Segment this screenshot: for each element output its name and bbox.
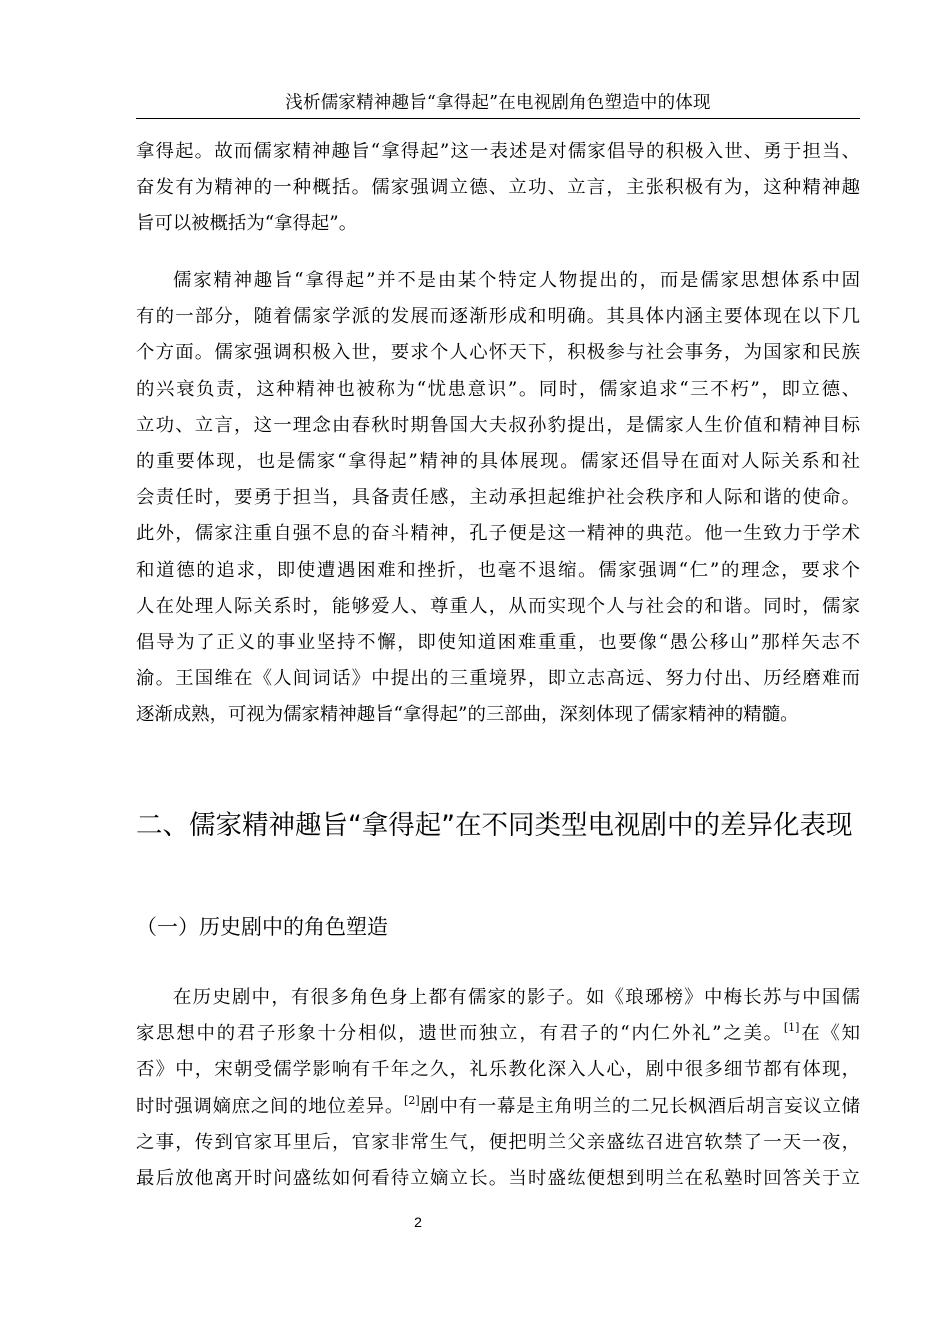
text-line: 立功、立言，这一理念由春秋时期鲁国大夫叔孙豹提出，是儒家人生价值和精神目标 bbox=[136, 414, 860, 436]
text-line: 儒家精神趣旨“拿得起”并不是由某个特定人物提出的，而是儒家思想体系中固 bbox=[173, 270, 860, 291]
text-segment: 时时强调嫡庶之间的地位差异。 bbox=[136, 1095, 405, 1117]
text-line: 拿得起。故而儒家精神趣旨“拿得起”这一表述是对儒家倡导的积极入世、勇于担当、 bbox=[136, 141, 860, 162]
text-line: 会责任时，要勇于担当，具备责任感，主动承担起维护社会秩序和人际和谐的使命。 bbox=[136, 487, 860, 509]
page-number: 2 bbox=[414, 1214, 422, 1230]
text-line: 倡导为了正义的事业坚持不懈，即使知道困难重重，也要像“愚公移山”那样矢志不 bbox=[136, 632, 860, 654]
text-line: 在历史剧中，有很多角色身上都有儒家的影子。如《琅琊榜》中梅长苏与中国儒 bbox=[173, 987, 860, 1008]
text-line: 个方面。儒家强调积极入世，要求个人心怀天下，积极参与社会事务，为国家和民族 bbox=[136, 342, 860, 364]
section-heading: 二、儒家精神趣旨“拿得起”在不同类型电视剧中的差异化表现 bbox=[136, 810, 853, 841]
text-line: 的兴衰负责，这种精神也被称为“忧患意识”。同时，儒家追求“三不朽”，即立德、 bbox=[136, 378, 860, 400]
body-paragraph-2 bbox=[136, 263, 860, 734]
subsection-heading: （一）历史剧中的角色塑造 bbox=[136, 915, 388, 939]
citation-ref-1[interactable]: [1] bbox=[783, 1021, 800, 1035]
text-line: 和道德的追求，即使遭遇困难和挫折，也毫不退缩。儒家强调“仁”的理念，要求个 bbox=[136, 559, 860, 581]
text-line: 人在处理人际关系时，能够爱人、尊重人，从而实现个人与社会的和谐。同时，儒家 bbox=[136, 595, 860, 617]
text-line: 有的一部分，随着儒家学派的发展而逐渐形成和明确。其具体内涵主要体现在以下几 bbox=[136, 306, 860, 328]
text-line: 渝。王国维在《人间词话》中提出的三重境界，即立志高远、努力付出、历经磨难而 bbox=[136, 668, 860, 690]
body-paragraph-3 bbox=[136, 980, 860, 1197]
text-line bbox=[136, 1089, 860, 1125]
body-paragraph-1 bbox=[136, 134, 860, 243]
citation-ref-2[interactable]: [2] bbox=[404, 1093, 420, 1107]
text-line: 逐渐成熟，可视为儒家精神趣旨“拿得起”的三部曲，深刻体现了儒家精神的精髓。 bbox=[136, 704, 799, 726]
text-line: 旨可以被概括为“拿得起”。 bbox=[136, 213, 358, 235]
text-segment: 家思想中的君子形象十分相似，遗世而独立，有君子的“内仁外礼”之美。 bbox=[136, 1023, 784, 1045]
text-line: 否》中，宋朝受儒学影响有千年之久，礼乐教化深入人心，剧中很多细节都有体现， bbox=[136, 1059, 860, 1081]
running-header: 浅析儒家精神趣旨“拿得起”在电视剧角色塑造中的体现 bbox=[136, 90, 860, 119]
text-line: 此外，儒家注重自强不息的奋斗精神，孔子便是这一精神的典范。他一生致力于学术 bbox=[136, 523, 860, 545]
text-segment: 在《知 bbox=[799, 1023, 860, 1045]
text-line bbox=[136, 1016, 860, 1052]
text-segment: 剧中有一幕是主角明兰的二兄长枫酒后胡言妄议立储 bbox=[419, 1095, 860, 1117]
text-line: 之事，传到官家耳里后，官家非常生气，便把明兰父亲盛纮召进宫软禁了一天一夜， bbox=[136, 1131, 860, 1153]
text-line: 的重要体现，也是儒家“拿得起”精神的具体展现。儒家还倡导在面对人际关系和社 bbox=[136, 451, 860, 473]
text-line: 奋发有为精神的一种概括。儒家强调立德、立功、立言，主张积极有为，这种精神趣 bbox=[136, 177, 860, 199]
text-line: 最后放他离开时问盛纮如何看待立嫡立长。当时盛纮便想到明兰在私塾时回答关于立 bbox=[136, 1168, 860, 1190]
